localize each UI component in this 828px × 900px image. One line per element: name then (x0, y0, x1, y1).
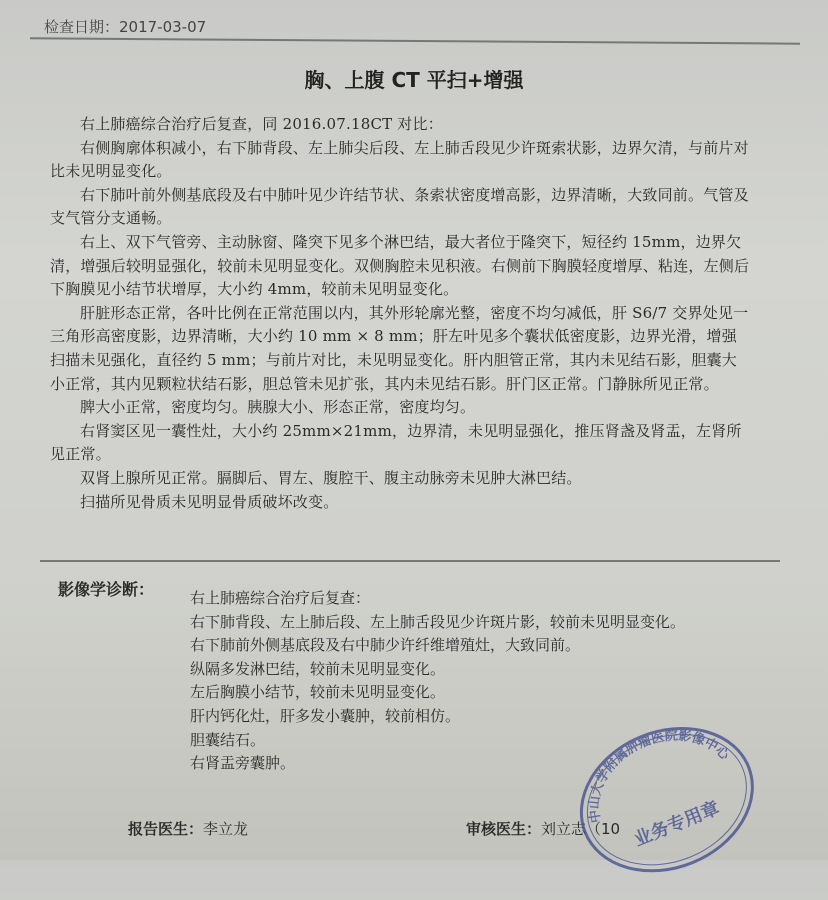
diagnosis-label: 影像学诊断： (58, 580, 155, 599)
reporter-name: 李立龙 (203, 820, 249, 838)
header-divider (30, 37, 800, 44)
findings-paragraph: 双肾上腺所见正常。膈脚后、胃左、腹腔干、腹主动脉旁未见肿大淋巴结。 (80, 468, 582, 487)
diagnosis-item: 右肾盂旁囊肿。 (190, 754, 296, 773)
findings-paragraph: 扫描所见骨质未见明显骨质破坏改变。 (80, 492, 339, 511)
exam-date: 检查日期：2017-03-07 (44, 18, 207, 36)
findings-paragraph: 右上肺癌综合治疗后复查，同 2016.07.18CT 对比： (80, 115, 443, 133)
diagnosis-item: 左后胸膜小结节，较前未见明显变化。 (190, 683, 446, 702)
report-title: 胸、上腹 CT 平扫+增强 (304, 68, 524, 92)
findings-section (50, 113, 750, 514)
reporter-signature (128, 818, 248, 839)
reviewer-label: 审核医生： (466, 820, 542, 838)
diagnosis-item: 胆囊结石。 (190, 730, 266, 749)
diagnosis-item: 纵隔多发淋巴结，较前未见明显变化。 (190, 659, 446, 678)
findings-paragraph: 脾大小正常，密度均匀。胰腺大小、形态正常，密度均匀。 (80, 398, 476, 417)
reviewer-name: 刘立志（10 (541, 820, 621, 838)
findings-paragraph: 右下肺叶前外侧基底段及右中肺叶见少许结节状、条索状密度增高影，边界清晰，大致同前。气管及支气管分支通畅。 (50, 185, 749, 228)
diagnosis-item: 右上肺癌综合治疗后复查： (190, 589, 371, 607)
diagnosis-item: 右下肺前外侧基底段及右中肺少许纤维增殖灶，大致同前。 (190, 636, 581, 655)
findings-paragraph: 右侧胸廓体积减小，右下肺背段、左上肺尖后段、左上肺舌段见少许斑索状影，边界欠清，与前片对比未见明显变化。 (50, 138, 749, 181)
findings-paragraph: 右肾窦区见一囊性灶，大小约 25mm×21mm，边界清，未见明显强化，推压肾盏及肾盂，左肾所见正常。 (50, 421, 742, 464)
findings-paragraph: 右上、双下气管旁、主动脉窗、隆突下见多个淋巴结，最大者位于隆突下，短径约 15mm，边界欠清，增强后较明显强化，较前未见明显变化。双侧胸腔未见积液。右侧前下胸膜轻度增厚、粘连，左侧后下胸膜见小结节状增厚，大小约 4mm，较前未见明显变化。 (50, 232, 750, 299)
diagnosis-item: 肝内钙化灶，肝多发小囊肿，较前相仿。 (190, 706, 461, 725)
findings-paragraph: 肝脏形态正常，各叶比例在正常范围以内，其外形轮廓光整，密度不均匀减低，肝 S6/7 交界处见一三角形高密度影，边界清晰，大小约 10 mm × 8 mm；肝左叶见多个囊状低密度影，边界光滑，增强扫描未见强化，直径约 5 mm；与前片对比，未见明显变化。肝内胆管正常，其内未见结石影，胆囊大小正常，其内见颗粒状结石影，胆总管未见扩张，其内未见结石影。肝门区正常。门静脉所见正常。 (50, 303, 749, 393)
stamp-ring-text: 中山大学附属肿瘤医院影像中心 (587, 728, 732, 824)
stamp-center-text: 业务专用章 (631, 797, 723, 851)
reporter-label: 报告医生： (128, 820, 204, 838)
diagnosis-item: 右下肺背段、左上肺后段、左上肺舌段见少许斑片影，较前未见明显变化。 (190, 612, 686, 631)
section-divider (40, 560, 780, 562)
